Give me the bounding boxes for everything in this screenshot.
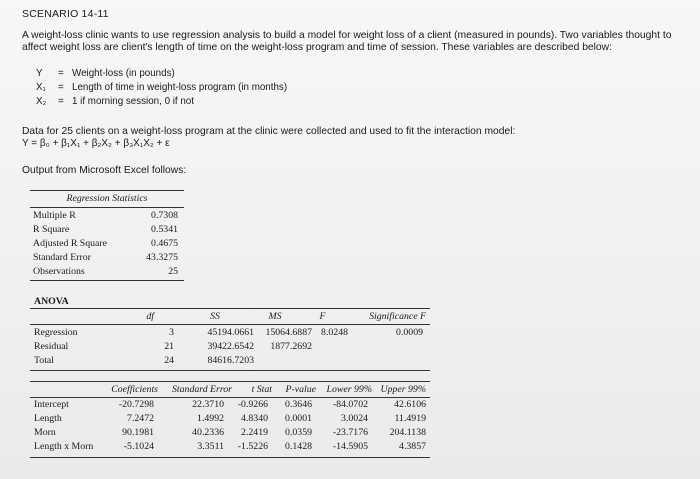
coef-t-stat: -1.5226 [237, 441, 268, 452]
anova-header-ss: SS [210, 311, 220, 322]
anova-significance-f: 0.0009 [396, 327, 423, 338]
stat-label: Observations [33, 266, 85, 277]
model-equation: Y = β₀ + β₁X₁ + β₂X₂ + β₃X₁X₂ + ε [22, 138, 170, 149]
coef-header-upper-99: Upper 99% [380, 384, 426, 395]
coef-standard-error: 40.2336 [192, 427, 224, 438]
stat-label: Adjusted R Square [33, 238, 108, 249]
coef-upper-99: 204.1138 [389, 427, 426, 438]
intro-paragraph: A weight-loss clinic wants to use regression analysis to build a model for weight loss of a client (measured in pounds). Two variables thought to affect weight loss are client's length of time on the weight-loss program and time of session. These variables are described below: [22, 30, 672, 54]
definition-y [36, 67, 287, 81]
coef-upper-99: 42.6106 [394, 399, 426, 410]
anova-ms: 1877.2692 [270, 341, 312, 352]
anova-row-label: Residual [34, 341, 69, 352]
variable-definitions [36, 67, 287, 109]
table-rule [30, 280, 184, 281]
anova-row-label: Total [34, 355, 54, 366]
anova-ss: 84616.7203 [207, 355, 254, 366]
table-rule [30, 457, 430, 458]
definition-x2 [36, 95, 287, 109]
anova-header-f: F [319, 311, 326, 322]
table-rule [30, 397, 430, 398]
output-caption: Output from Microsoft Excel follows: [22, 165, 187, 176]
coef-t-stat: 2.2419 [241, 427, 268, 438]
coef-standard-error: 3.3511 [197, 441, 224, 452]
definition-text: Weight-loss (in pounds) [72, 68, 175, 79]
coef-p-value: 0.0001 [285, 413, 312, 424]
coef-value: -20.7298 [118, 399, 154, 410]
coef-header-standard-error: Standard Error [172, 384, 232, 395]
coef-lower-99: -84.0702 [332, 399, 368, 410]
coef-lower-99: 3.0024 [341, 413, 368, 424]
coef-value: 90.1981 [122, 427, 154, 438]
regression-statistics-header: Regression Statistics [66, 193, 148, 204]
coef-value: -5.1024 [123, 441, 154, 452]
equals-sign: = [58, 96, 64, 107]
definition-symbol: X₁ [36, 82, 46, 93]
anova-title: ANOVA [34, 296, 69, 307]
coef-t-stat: -0.9266 [237, 399, 268, 410]
anova-ss: 45194.0661 [207, 327, 254, 338]
stat-label: Multiple R [33, 210, 76, 221]
table-rule [30, 370, 430, 371]
table-rule [30, 324, 430, 325]
coef-header-lower-99: Lower 99% [326, 384, 372, 395]
stat-value: 0.4675 [151, 238, 178, 249]
anova-f: 8.0248 [321, 327, 348, 338]
coef-upper-99: 4.3857 [399, 441, 426, 452]
definition-symbol: Y [36, 68, 43, 79]
coef-lower-99: -23.7176 [332, 427, 368, 438]
coef-row-label: Intercept [34, 399, 69, 410]
coef-header-p-value: P-value [285, 384, 316, 395]
anova-df: 24 [164, 355, 174, 366]
stat-value: 25 [168, 266, 178, 277]
anova-ss: 39422.6542 [207, 341, 254, 352]
coef-t-stat: 4.8340 [241, 413, 268, 424]
coef-p-value: 0.3646 [285, 399, 312, 410]
anova-df: 3 [169, 327, 174, 338]
table-rule [30, 190, 184, 191]
coef-standard-error: 1.4992 [197, 413, 224, 424]
coef-value: 7.2472 [127, 413, 154, 424]
anova-df: 21 [164, 341, 174, 352]
coef-standard-error: 22.3710 [192, 399, 224, 410]
scenario-title: SCENARIO 14-11 [22, 8, 109, 20]
table-rule [30, 381, 430, 382]
stat-value: 0.7308 [151, 210, 178, 221]
table-rule [30, 207, 184, 208]
coef-lower-99: -14.5905 [332, 441, 368, 452]
definition-symbol: X₂ [36, 96, 47, 107]
anova-row-label: Regression [34, 327, 78, 338]
stat-label: R Square [33, 224, 70, 235]
coef-p-value: 0.0359 [285, 427, 312, 438]
definition-text: 1 if morning session, 0 if not [72, 96, 194, 107]
coef-row-label: Length x Morn [34, 441, 94, 452]
coef-upper-99: 11.4919 [394, 413, 426, 424]
anova-ms: 15064.6887 [265, 327, 312, 338]
coef-header-coefficients: Coefficients [111, 384, 158, 395]
stat-value: 43.3275 [146, 252, 178, 263]
coef-header-t-stat: t Stat [251, 384, 272, 395]
anova-header-df: df [146, 311, 154, 322]
anova-header-ms: MS [268, 311, 282, 322]
stat-value: 0.5341 [151, 224, 178, 235]
coef-p-value: 0.1428 [285, 441, 312, 452]
equals-sign: = [58, 68, 64, 79]
coef-row-label: Morn [34, 427, 56, 438]
anova-header-significance-f: Significance F [369, 311, 426, 322]
data-description: Data for 25 clients on a weight-loss program at the clinic were collected and used to fit the interaction model: [22, 126, 516, 137]
stat-label: Standard Error [33, 252, 91, 263]
equals-sign: = [58, 82, 64, 93]
coef-row-label: Length [34, 413, 62, 424]
definition-text: Length of time in weight-loss program (in months) [72, 82, 288, 93]
table-rule [30, 308, 430, 309]
definition-x1 [36, 81, 287, 95]
